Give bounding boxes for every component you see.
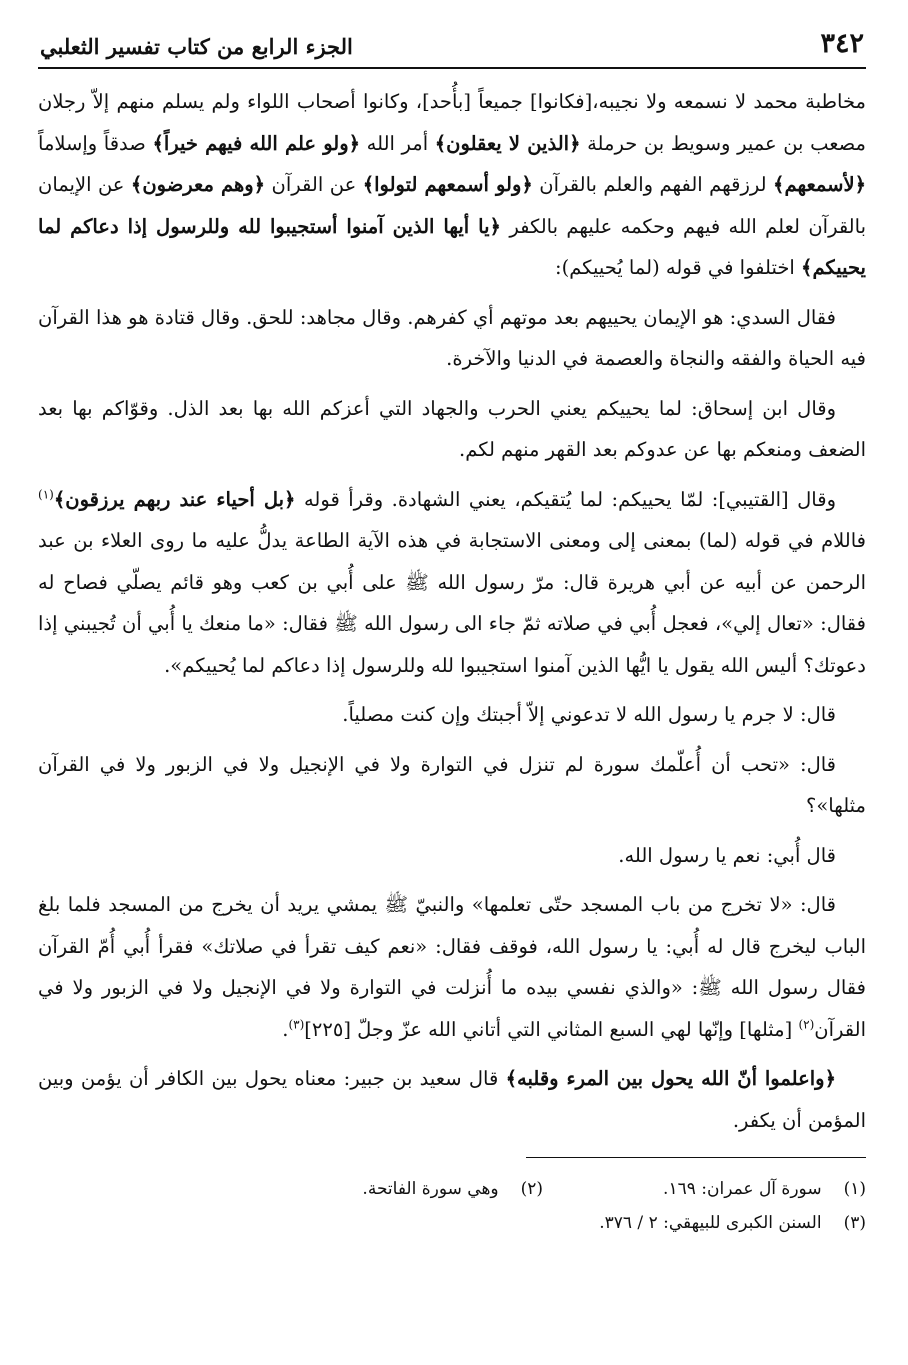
footnote-number: (٢)	[520, 1179, 544, 1199]
text-run: قال: لا جرم يا رسول الله لا تدعوني إلاّ أجبتك وإن كنت مصلياً.	[342, 703, 836, 726]
footnote-reference: (٣)	[288, 1017, 305, 1031]
paragraph	[38, 744, 866, 827]
quran-verse: ﴿ولو علم الله فيهم خيراً﴾	[152, 131, 361, 155]
text-run: وقال ابن إسحاق: لما يحييكم يعني الحرب والجهاد التي أعزكم الله بها بعد الذل. وقوّاكم بها بعد الضعف ومنعكم بها عن عدوكم بعد القهر منهم لكم.	[38, 396, 866, 461]
paragraph	[38, 388, 866, 471]
text-run: أمر الله	[360, 131, 435, 155]
page-number: ٣٤٢	[820, 28, 864, 59]
footnote-row	[38, 1172, 866, 1206]
text-run: اختلفوا في قوله (لما يُحييكم):	[555, 256, 802, 279]
text-run: عن الإيمان بالقرآن لعلم الله فيهم وحكمه عليهم بالكفر	[38, 173, 866, 238]
text-run: فقال السدي: هو الإيمان يحييهم بعد موتهم أي كفرهم. وقال مجاهد: للحق. وقال قتادة هو هذا القرآن فيه الحياة والفقه والنجاة والعصمة في الدنيا والآخرة.	[38, 305, 866, 370]
quran-verse: ﴿الذين لا يعقلون﴾	[434, 131, 581, 155]
text-run: قال أُبي: نعم يا رسول الله.	[618, 843, 836, 867]
footnote-2	[362, 1172, 543, 1206]
quran-verse: ﴿لأسمعهم﴾	[773, 173, 867, 196]
footnote-text: سورة آل عمران: ١٦٩.	[663, 1179, 822, 1199]
footnote-divider	[526, 1157, 866, 1158]
running-title: الجزء الرابع من كتاب تفسير الثعلبي	[40, 34, 353, 59]
header-divider	[38, 67, 866, 69]
text-run: مخاطبة محمد لا نسمعه ولا نجيبه،[فكانوا] جميعاً [بأُحد]، وكانوا أصحاب اللواء ولم يسلم منهم إلاّ رجلان مصعب بن عمير وسويط بن حرملة	[38, 90, 866, 155]
text-run: قال: «تحب أن أُعلّمك سورة لم تنزل في التوارة ولا في الإنجيل ولا في الزبور ولا في القرآن مثلها»؟	[38, 752, 866, 817]
footnote-3	[599, 1206, 866, 1240]
page-header	[38, 28, 866, 67]
paragraph	[38, 1058, 866, 1141]
footnote-number: (٣)	[843, 1213, 866, 1233]
text-run: لرزقهم الفهم والعلم بالقرآن	[532, 173, 774, 196]
quran-verse: ﴿وهم معرضون﴾	[130, 173, 266, 196]
footnote-reference: (٢)	[798, 1017, 815, 1031]
text-run: قال سعيد بن جبير: معناه يحول بين الكافر أن يؤمن وبين المؤمن أن يكفر.	[38, 1067, 866, 1132]
quran-verse: ﴿واعلموا أنّ الله يحول بين المرء وقلبه﴾	[505, 1067, 836, 1090]
text-run: عن القرآن	[265, 173, 363, 196]
footnote-row	[38, 1206, 866, 1240]
paragraph	[38, 479, 866, 687]
text-run: وقال [القتيبي]: لمّا يحييكم: لما يُتقيكم، يعني الشهادة. وقرأ قوله	[295, 487, 836, 511]
footnote-reference: (١)	[38, 487, 54, 501]
footnote-text: السنن الكبرى للبيهقي: ٢ / ٣٧٦.	[599, 1213, 822, 1233]
footnotes	[38, 1172, 866, 1240]
text-run: [مثلها] وإنّها لهي السبع المثاني التي أتاني الله عزّ وجلّ [٢٢٥]	[304, 1017, 799, 1041]
text-run: .	[282, 1017, 289, 1041]
paragraph	[38, 835, 866, 877]
body-text	[38, 81, 866, 1141]
paragraph	[38, 297, 866, 380]
text-run: صدقاً وإسلاماً	[38, 131, 153, 155]
paragraph	[38, 884, 866, 1050]
footnote-text: وهي سورة الفاتحة.	[362, 1179, 499, 1199]
quran-verse: ﴿يا أيها الذين آمنوا أستجيبوا لله وللرسول إذا دعاكم لما يحييكم﴾	[38, 214, 866, 279]
quran-verse: ﴿بل أحياء عند ربهم يرزقون﴾	[53, 487, 296, 511]
paragraph	[38, 81, 866, 289]
paragraph	[38, 694, 866, 736]
footnote-number: (١)	[843, 1179, 866, 1199]
text-run: فاللام في قوله (لما) بمعنى إلى ومعنى الاستجابة في هذه الآية الطاعة يدلُّ عليه ما روى العلاء بن عبد الرحمن عن أبيه عن أبي هريرة قال: مرّ رسول الله ﷺ على أُبي بن كعب وهو قائم يصلّي فصاح له فقال: «تعال إلي»، فعجل أُبي في صلاته ثمّ جاء الى رسول الله ﷺ فقال: «ما منعك يا أُبي أن تُجيبني إذا دعوتك؟ أليس الله يقول يا ايُّها الذين آمنوا استجيبوا لله وللرسول إذا دعاكم لما يُحييكم».	[38, 529, 866, 677]
quran-verse: ﴿ولو أسمعهم لتولوا﴾	[362, 173, 533, 196]
text-run: قال: «لا تخرج من باب المسجد حتّى تعلمها» والنبيّ ﷺ يمشي يريد أن يخرج من المسجد فلما بلغ الباب ليخرج قال له أُبي: يا رسول الله، فوقف فقال: «نعم كيف تقرأ في صلاتك» فقرأ أُبي أُمّ القرآن فقال رسول الله ﷺ: «والذي نفسي بيده ما أُنزلت في التوارة ولا في الإنجيل ولا في الزبور ولا في القرآن	[38, 893, 866, 1041]
footnote-1	[663, 1172, 866, 1206]
